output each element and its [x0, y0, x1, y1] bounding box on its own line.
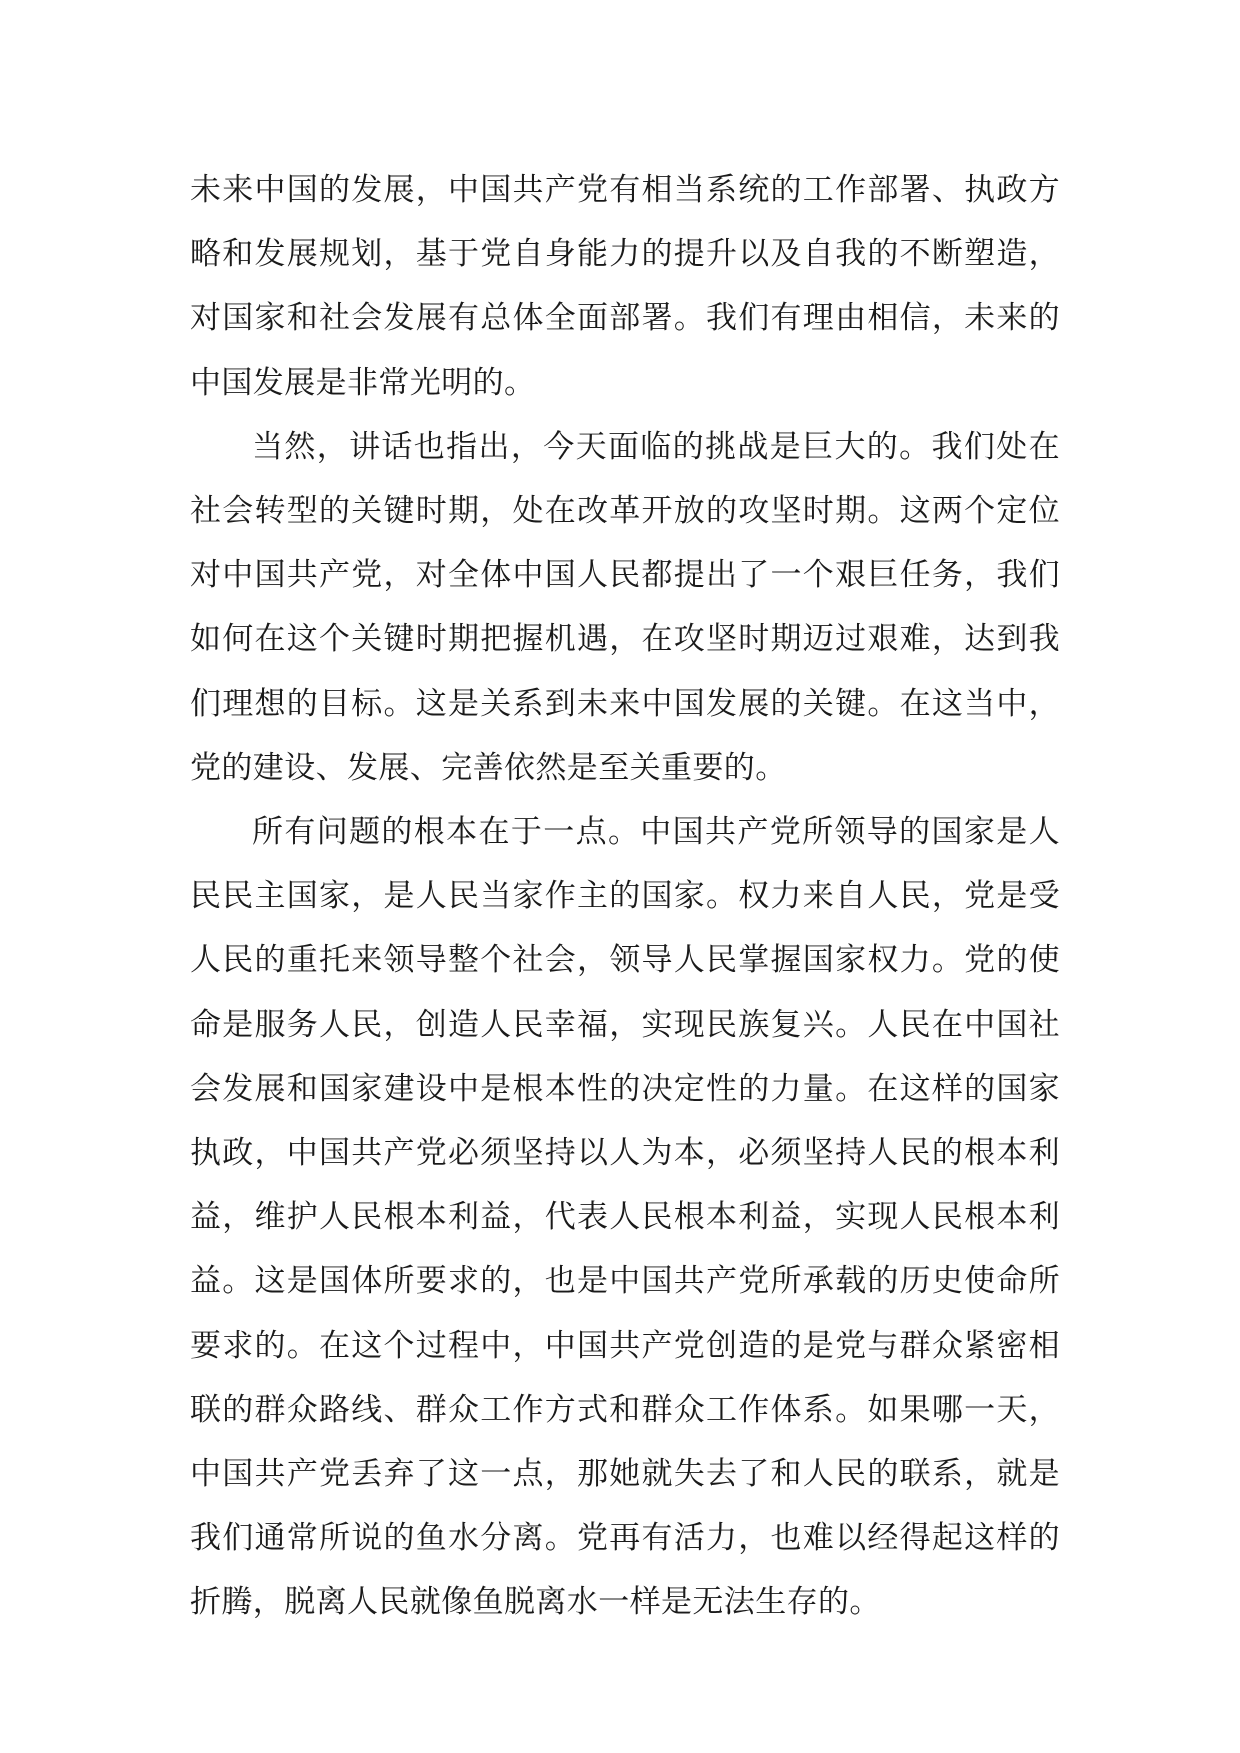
- body-text: [190, 158, 1060, 1635]
- paragraph-continuation: 未来中国的发展，中国共产党有相当系统的工作部署、执政方略和发展规划，基于党自身能力的提升以及自我的不断塑造，对国家和社会发展有总体全面部署。我们有理由相信，未来的中国发展是非常光明的。: [190, 172, 1060, 401]
- paragraph-people-foundation: 所有问题的根本在于一点。中国共产党所领导的国家是人民民主国家，是人民当家作主的国家。权力来自人民，党是受人民的重托来领导整个社会，领导人民掌握国家权力。党的使命是服务人民，创造人民幸福，实现民族复兴。人民在中国社会发展和国家建设中是根本性的决定性的力量。在这样的国家执政，中国共产党必须坚持以人为本，必须坚持人民的根本利益，维护人民根本利益，代表人民根本利益，实现人民根本利益。这是国体所要求的，也是中国共产党所承载的历史使命所要求的。在这个过程中，中国共产党创造的是党与群众紧密相联的群众路线、群众工作方式和群众工作体系。如果哪一天，中国共产党丢弃了这一点，那她就失去了和人民的联系，就是我们通常所说的鱼水分离。党再有活力，也难以经得起这样的折腾，脱离人民就像鱼脱离水一样是无法生存的。: [190, 814, 1060, 1621]
- paragraph-challenges: 当然，讲话也指出，今天面临的挑战是巨大的。我们处在社会转型的关键时期，处在改革开放的攻坚时期。这两个定位对中国共产党，对全体中国人民都提出了一个艰巨任务，我们如何在这个关键时期把握机遇，在攻坚时期迈过艰难，达到我们理想的目标。这是关系到未来中国发展的关键。在这当中，党的建设、发展、完善依然是至关重要的。: [190, 428, 1060, 786]
